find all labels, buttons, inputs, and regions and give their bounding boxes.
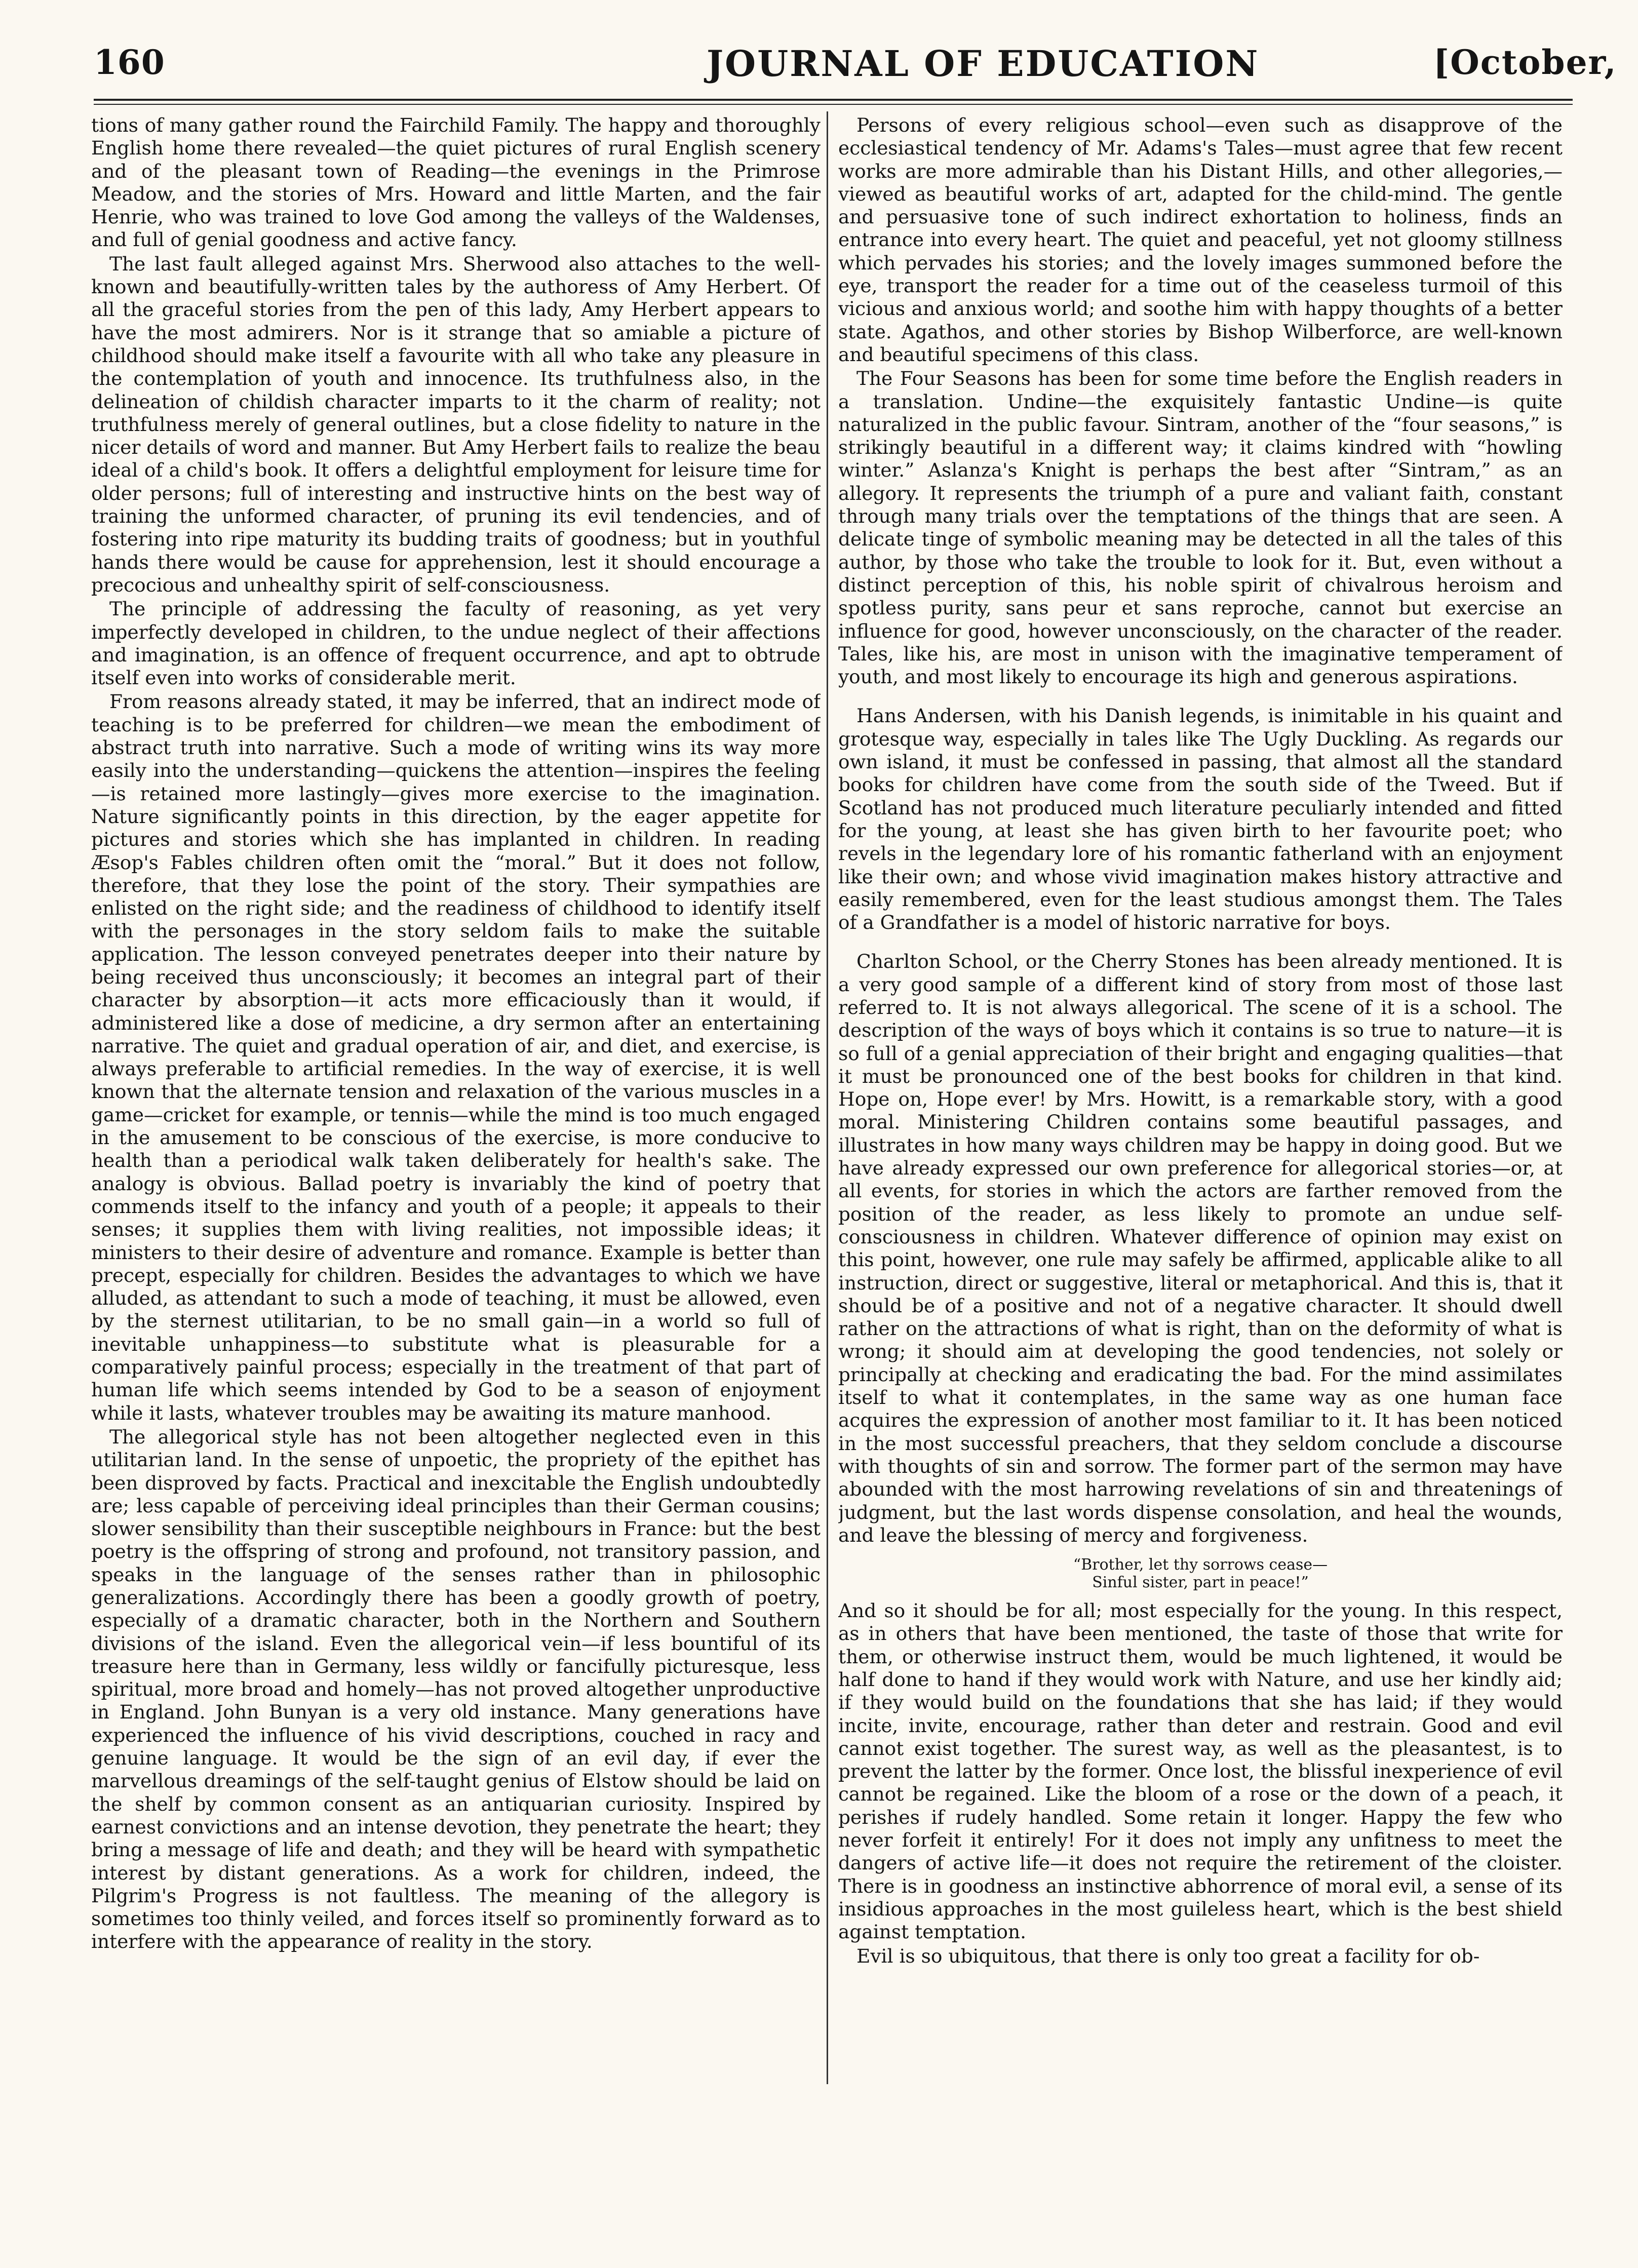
running-title: JOURNAL OF EDUCATION bbox=[707, 43, 1260, 85]
verse-line: Sinful sister, part in peace!” bbox=[1092, 1574, 1309, 1592]
paragraph: And so it should be for all; most especially for the young. In this respect, as in others that have been mentioned, the taste of those that write for them, or otherwise instruct them, would be much lightened, it would be half done to hand if they would work with Nature, and use her kindly aid; if they would build on the foundations that she has laid; if they would incite, invite, encourage, rather than deter and restrain. Good and evil cannot exist together. The surest way, as well as the pleasantest, is to prevent the latter by the former. Once lost, the blissful inexperience of evil cannot be regained. Like the bloom of a rose or the down of a peach, it perishes if rudely handled. Some retain it longer. Happy the few who never forfeit it entirely! For it does not imply any unfitness to meet the dangers of active life—it does not require the retirement of the cloister. There is in goodness an instinctive abhorrence of moral evil, a sense of its insidious approaches in the most guileless heart, which is the best shield against temptation. bbox=[838, 1599, 1563, 1943]
paragraph: Persons of every religious school—even such as disapprove of the ecclesiastical tendency of Mr. Adams's Tales—must agree that few recent works are more admirable than his Distant Hills, and other allegories,—viewed as beautiful works of art, adapted for the child-mind. The gentle and persuasive tone of such indirect exhortation to holiness, finds an entrance into every heart. The quiet and peaceful, yet not gloomy stillness which pervades his stories; and the lovely images summoned before the eye, transport the reader for a time out of the ceaseless turmoil of this vicious and anxious world; and soothe him with happy thoughts of a better state. Agathos, and other stories by Bishop Wilberforce, are well-known and beautiful specimens of this class. bbox=[838, 114, 1563, 366]
left-column bbox=[91, 114, 821, 2049]
page-number: 160 bbox=[94, 43, 165, 82]
paragraph: The Four Seasons has been for some time before the English readers in a translation. Undine—the exquisitely fantastic Undine—is quite naturalized in the public favour. Sintram, another of the “four seasons,” is strikingly beautiful in a different way; it claims kindred with “howling winter.” Aslanza's Knight is perhaps the best after “Sintram,” as an allegory. It represents the triumph of a pure and valiant faith, constant through many trials over the temptations of the things that are seen. A delicate tinge of symbolic meaning may be detected in all the tales of this author, by those who take the trouble to look for it. But, even without a distinct perception of this, his noble spirit of chivalrous heroism and spotless purity, sans peur et sans reproche, cannot but exercise an influence for good, however unconsciously, on the character of the reader. Tales, like his, are most in unison with the imaginative temperament of youth, and most likely to encourage its high and generous aspirations. bbox=[838, 367, 1563, 688]
column-divider bbox=[827, 111, 828, 2084]
paragraph: Hans Andersen, with his Danish legends, is inimitable in his quaint and grotesque way, especially in tales like The Ugly Duckling. As regards our own island, it must be confessed in passing, that almost all the standard books for children have come from the south side of the Tweed. But if Scotland has not produced much literature peculiarly intended and fitted for the young, at least she has given birth to her favourite poet; who revels in the legendary lore of his romantic fatherland with an enjoyment like their own; and whose vivid imagination makes history attractive and easily remembered, even for the least studious amongst them. The Tales of a Grandfather is a model of historic narrative for boys. bbox=[838, 705, 1563, 934]
verse-quote bbox=[838, 1556, 1563, 1591]
paragraph: The allegorical style has not been altogether neglected even in this utilitarian land. In the sense of unpoetic, the propriety of the epithet has been disproved by facts. Practical and inexcitable the English undoubtedly are; less capable of perceiving ideal principles than their German cousins; slower sensibility than their susceptible neighbours in France: but the best poetry is the offspring of strong and profound, not transitory passion, and speaks in the language of the senses rather than in philosophic generalizations. Accordingly there has been a goodly growth of poetry, especially of a dramatic character, both in the Northern and Southern divisions of the island. Even the allegorical vein—if less bountiful of its treasure here than in Germany, less wildly or fancifully picturesque, less spiritual, more broad and homely—has not proved altogether unproductive in England. John Bunyan is a very old instance. Many generations have experienced the influence of his vivid descriptions, couched in racy and genuine language. It would be the sign of an evil day, if ever the marvellous dreamings of the self-taught genius of Elstow should be laid on the shelf by common consent as an antiquarian curiosity. Inspired by earnest convictions and an intense devotion, they penetrate the heart; they bring a message of life and death; and they will be heard with sympathetic interest by distant generations. As a work for children, indeed, the Pilgrim's Progress is not faultless. The meaning of the allegory is sometimes too thinly veiled, and forces itself so prominently forward as to interfere with the appearance of reality in the story. bbox=[91, 1425, 821, 1953]
header-rule bbox=[94, 99, 1573, 105]
paragraph: tions of many gather round the Fairchild Family. The happy and thoroughly English home there revealed—the quiet pictures of rural English scenery and of the pleasant town of Reading—the evenings in the Primrose Meadow, and the stories of Mrs. Howard and little Marten, and the fair Henrie, who was trained to love God among the valleys of the Waldenses, and full of genial goodness and active fancy. bbox=[91, 114, 821, 251]
paragraph: Charlton School, or the Cherry Stones has been already mentioned. It is a very good sample of a different kind of story from most of those last referred to. It is not always allegorical. The scene of it is a school. The description of the ways of boys which it contains is so true to nature—it is so full of a genial appreciation of their bright and engaging qualities—that it must be pronounced one of the best books for children in that kind. Hope on, Hope ever! by Mrs. Howitt, is a remarkable story, with a good moral. Ministering Children contains some beautiful passages, and illustrates in how many ways children may be happy in doing good. But we have already expressed our own preference for allegorical stories—or, at all events, for stories in which the actors are farther removed from the position of the reader, as less likely to promote an undue self-consciousness in children. Whatever difference of opinion may exist on this point, however, one rule may safely be affirmed, applicable alike to all instruction, direct or suggestive, literal or metaphorical. And this is, that it should be of a positive and not of a negative character. It should dwell rather on the attractions of what is right, than on the deformity of what is wrong; it should aim at developing the good tendencies, not solely or principally at checking and eradicating the bad. For the mind assimilates itself to what it contemplates, in the same way as one human face acquires the expression of another most familiar to it. It has been noticed in the most successful preachers, that they seldom conclude a discourse with thoughts of sin and sorrow. The former part of the sermon may have abounded with the most harrowing revelations of sin and threatenings of judgment, but the last words dispense consolation, and heal the wounds, and leave the blessing of mercy and forgiveness. bbox=[838, 950, 1563, 1546]
paragraph: The last fault alleged against Mrs. Sherwood also attaches to the well-known and beautifully-written tales by the authoress of Amy Herbert. Of all the graceful stories from the pen of this lady, Amy Herbert appears to have the most admirers. Nor is it strange that so amiable a picture of childhood should make itself a favourite with all who take any pleasure in the contemplation of youth and innocence. Its truthfulness also, in the delineation of childish character imparts to it the charm of reality; not truthfulness merely of general outlines, but a close fidelity to nature in the nicer details of word and manner. But Amy Herbert fails to realize the beau ideal of a child's book. It offers a delightful employment for leisure time for older persons; full of interesting and instructive hints on the best way of training the unformed character, of pruning its evil tendencies, and of fostering into ripe maturity its budding traits of goodness; but in youthful hands there would be cause for apprehension, lest it should encourage a precocious and unhealthy spirit of self-consciousness. bbox=[91, 252, 821, 596]
running-month: [October, bbox=[1433, 43, 1617, 82]
paragraph: From reasons already stated, it may be inferred, that an indirect mode of teaching is to be preferred for children—we mean the embodiment of abstract truth into narrative. Such a mode of writing wins its way more easily into the understanding—quickens the attention—inspires the feeling—is retained more lastingly—gives more exercise to the imagination. Nature significantly points in this direction, by the eager appetite for pictures and stories which she has implanted in children. In reading Æsop's Fables children often omit the “moral.” But it does not follow, therefore, that they lose the point of the story. Their sympathies are enlisted on the right side; and the readiness of childhood to identify itself with the personages in the story seldom fails to make the suitable application. The lesson conveyed penetrates deeper into their nature by being received thus unconsciously; it becomes an integral part of their character by absorption—it acts more efficaciously than it would, if administered like a dose of medicine, a dry sermon after an entertaining narrative. The quiet and gradual operation of air, and diet, and exercise, is always preferable to artificial remedies. In the way of exercise, it is well known that the alternate tension and relaxation of the various muscles in a game—cricket for example, or tennis—while the mind is too much engaged in the amusement to be conscious of the exercise, is more conducive to health than a periodical walk taken deliberately for health's sake. The analogy is obvious. Ballad poetry is invariably the kind of poetry that commends itself to the infancy and youth of a people; it appeals to their senses; it supplies them with living realities, not impossible ideas; it ministers to their desire of adventure and romance. Example is better than precept, especially for children. Besides the advantages to which we have alluded, as attendant to such a mode of teaching, it must be allowed, even by the sternest utilitarian, to be no small gain—in a world so full of inevitable unhappiness—to substitute what is pleasurable for a comparatively painful process; especially in the treatment of that part of human life which seems intended by God to be a season of enjoyment while it lasts, whatever troubles may be awaiting its mature manhood. bbox=[91, 690, 821, 1424]
paragraph: The principle of addressing the faculty of reasoning, as yet very imperfectly developed in children, to the undue neglect of their affections and imagination, is an offence of frequent occurrence, and apt to obtrude itself even into works of considerable merit. bbox=[91, 598, 821, 689]
verse-line: “Brother, let thy sorrows cease— bbox=[1073, 1556, 1328, 1574]
right-column bbox=[838, 114, 1563, 2049]
paragraph: Evil is so ubiquitous, that there is only too great a facility for ob- bbox=[856, 1944, 1480, 1967]
page-header bbox=[94, 43, 1617, 98]
